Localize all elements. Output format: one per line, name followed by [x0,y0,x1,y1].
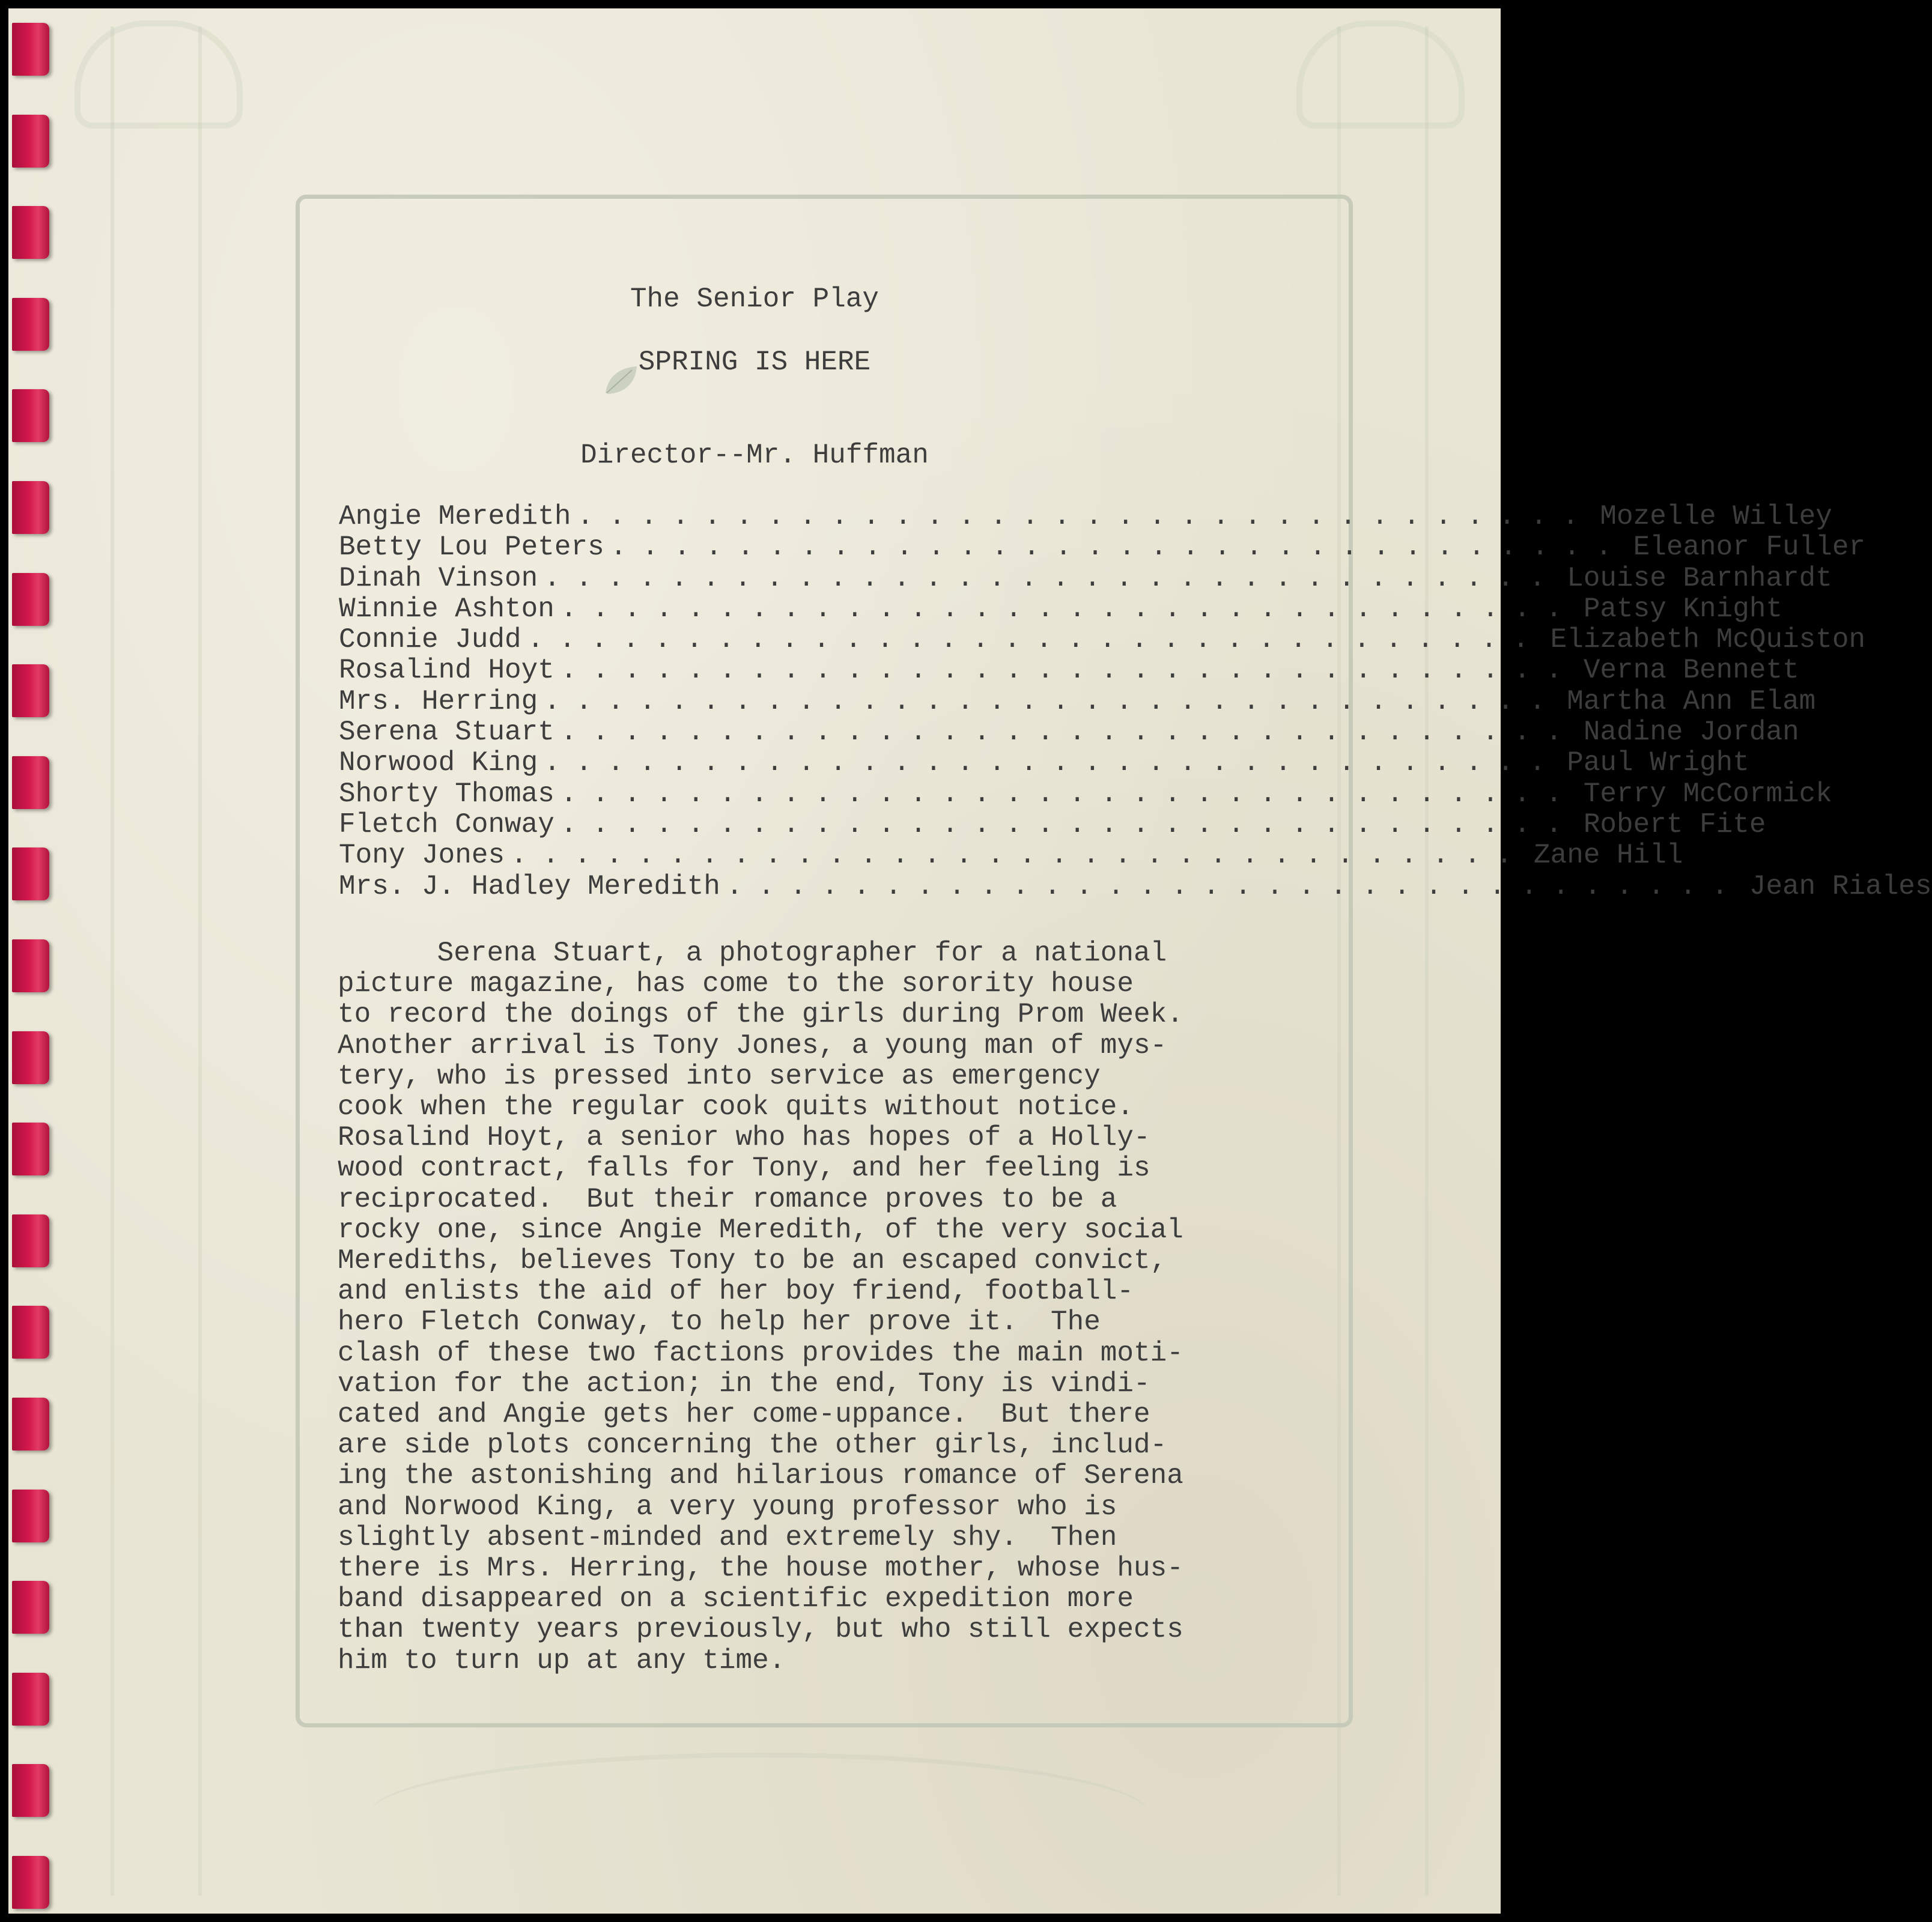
synopsis-line: and enlists the aid of her boy friend, football- [338,1276,1134,1308]
dot-leader: ................................ [527,624,1545,656]
binding-ring-icon [12,1123,49,1175]
cast-role: Fletch Conway [339,808,554,840]
synopsis-line: tery, who is pressed into service as emergency [338,1060,1101,1092]
binding-ring-icon [12,481,49,534]
binding-ring-icon [12,206,49,259]
page-title: The Senior Play [630,283,879,315]
dot-leader: ................................ [726,870,1743,902]
cast-role: Shorty Thomas [339,778,554,810]
synopsis-line: to record the doings of the girls during Prom Week. [338,999,1183,1031]
synopsis-line: wood contract, falls for Tony, and her feeling is [338,1153,1150,1184]
synopsis-line: Serena Stuart, a photographer for a national [338,938,1167,969]
cast-role: Tony Jones [339,840,505,872]
synopsis-line: Rosalind Hoyt, a senior who has hopes of a Holly- [338,1122,1150,1154]
dot-leader: ................................ [511,840,1528,872]
synopsis-line: band disappeared on a scientific expedition more [338,1583,1134,1615]
binding-ring-icon [12,939,49,992]
cast-role: Betty Lou Peters [339,532,604,563]
binding-ring-icon [12,847,49,900]
cast-row [339,593,1783,625]
synopsis [338,938,1275,1676]
cast-row [339,501,1832,532]
synopsis-line: cook when the regular cook quits without notice. [338,1091,1134,1123]
cast-row [339,778,1832,810]
cast-role: Winnie Ashton [339,593,554,625]
cast-actor: Nadine Jordan [1583,717,1799,748]
cast-actor: Robert Fite [1583,808,1766,840]
dot-leader: ................................ [560,808,1578,840]
dot-leader: ................................ [610,532,1627,563]
cast-role: Angie Meredith [339,501,571,532]
synopsis-line: him to turn up at any time. [338,1645,786,1676]
binding-ring-icon [12,1581,49,1634]
cast-row [339,870,1932,902]
play-title: SPRING IS HERE [638,347,871,378]
cast-row [339,717,1799,748]
cast-actor: Terry McCormick [1583,778,1832,810]
cast-row [339,840,1683,872]
synopsis-line: Merediths, believes Tony to be an escaped convict, [338,1245,1167,1277]
dot-leader: ................................ [560,593,1578,625]
synopsis-line: hero Fletch Conway, to help her prove it. The [338,1306,1101,1338]
cast-row [339,562,1832,594]
cast-row [339,747,1749,779]
dot-leader: ................................ [560,717,1578,748]
cast-role: Serena Stuart [339,717,554,748]
synopsis-line: are side plots concerning the other girls, includ- [338,1429,1167,1461]
cast-row [339,532,1866,563]
synopsis-line: and Norwood King, a very young professor who is [338,1491,1117,1523]
synopsis-line: cated and Angie gets her come-uppance. But there [338,1399,1150,1431]
director-line: Director--Mr. Huffman [580,440,929,471]
cast-actor: Martha Ann Elam [1567,685,1816,717]
dot-leader: ................................ [560,778,1578,810]
cast-actor: Patsy Knight [1583,593,1783,625]
cast-actor: Jean Riales [1749,870,1932,902]
dot-leader: ................................ [577,501,1594,532]
cast-actor: Verna Bennett [1583,655,1799,687]
cast-role: Rosalind Hoyt [339,655,554,687]
binding-ring-icon [12,1673,49,1726]
synopsis-line: Another arrival is Tony Jones, a young man of mys- [338,1029,1167,1061]
cast-role: Mrs. Herring [339,685,538,717]
cast-role: Connie Judd [339,624,521,656]
cast-row [339,808,1766,840]
leaf-icon [602,364,640,396]
dot-leader: ................................ [544,685,1561,717]
binding-ring-icon [12,1764,49,1817]
binding-ring-icon [12,23,49,76]
scanned-page [8,8,1932,1914]
synopsis-line: slightly absent-minded and extremely shy. Then [338,1521,1117,1553]
binding-ring-icon [12,115,49,168]
synopsis-line: than twenty years previously, but who still expects [338,1614,1183,1646]
cast-actor: Louise Barnhardt [1567,562,1832,594]
binding-ring-icon [12,1306,49,1359]
binding-ring-icon [12,1398,49,1451]
dot-leader: ................................ [544,562,1561,594]
cast-role: Dinah Vinson [339,562,538,594]
cast-row [339,624,1866,656]
dot-leader: ................................ [544,747,1561,779]
synopsis-line: picture magazine, has come to the sorority house [338,968,1134,1000]
binding-ring-icon [12,1490,49,1542]
cast-role: Mrs. J. Hadley Meredith [339,870,720,902]
decorative-arch [369,1753,1150,1878]
cast-row [339,655,1799,687]
synopsis-line: vation for the action; in the end, Tony is vindi- [338,1368,1150,1399]
binding-ring-icon [12,1031,49,1084]
synopsis-line: ing the astonishing and hilarious romance of Serena [338,1460,1183,1492]
binding-ring-icon [12,389,49,442]
synopsis-line: rocky one, since Angie Meredith, of the very social [338,1214,1183,1246]
cast-actor: Zane Hill [1534,840,1683,872]
binding-ring-icon [12,756,49,809]
dot-leader: ................................ [560,655,1578,687]
cast-list [339,501,1932,902]
cast-actor: Mozelle Willey [1600,501,1832,532]
binding-ring-icon [12,573,49,626]
synopsis-line: reciprocated. But their romance proves to be a [338,1183,1117,1215]
synopsis-line: there is Mrs. Herring, the house mother, whose hus- [338,1553,1183,1584]
cast-row [339,685,1816,717]
cast-role: Norwood King [339,747,538,779]
cast-actor: Paul Wright [1567,747,1749,779]
cast-actor: Eleanor Fuller [1633,532,1866,563]
cast-actor: Elizabeth McQuiston [1550,624,1866,656]
synopsis-line: clash of these two factions provides the main moti- [338,1337,1183,1369]
binding-ring-icon [12,1214,49,1267]
binding-ring-icon [12,1856,49,1909]
binding-ring-icon [12,664,49,717]
